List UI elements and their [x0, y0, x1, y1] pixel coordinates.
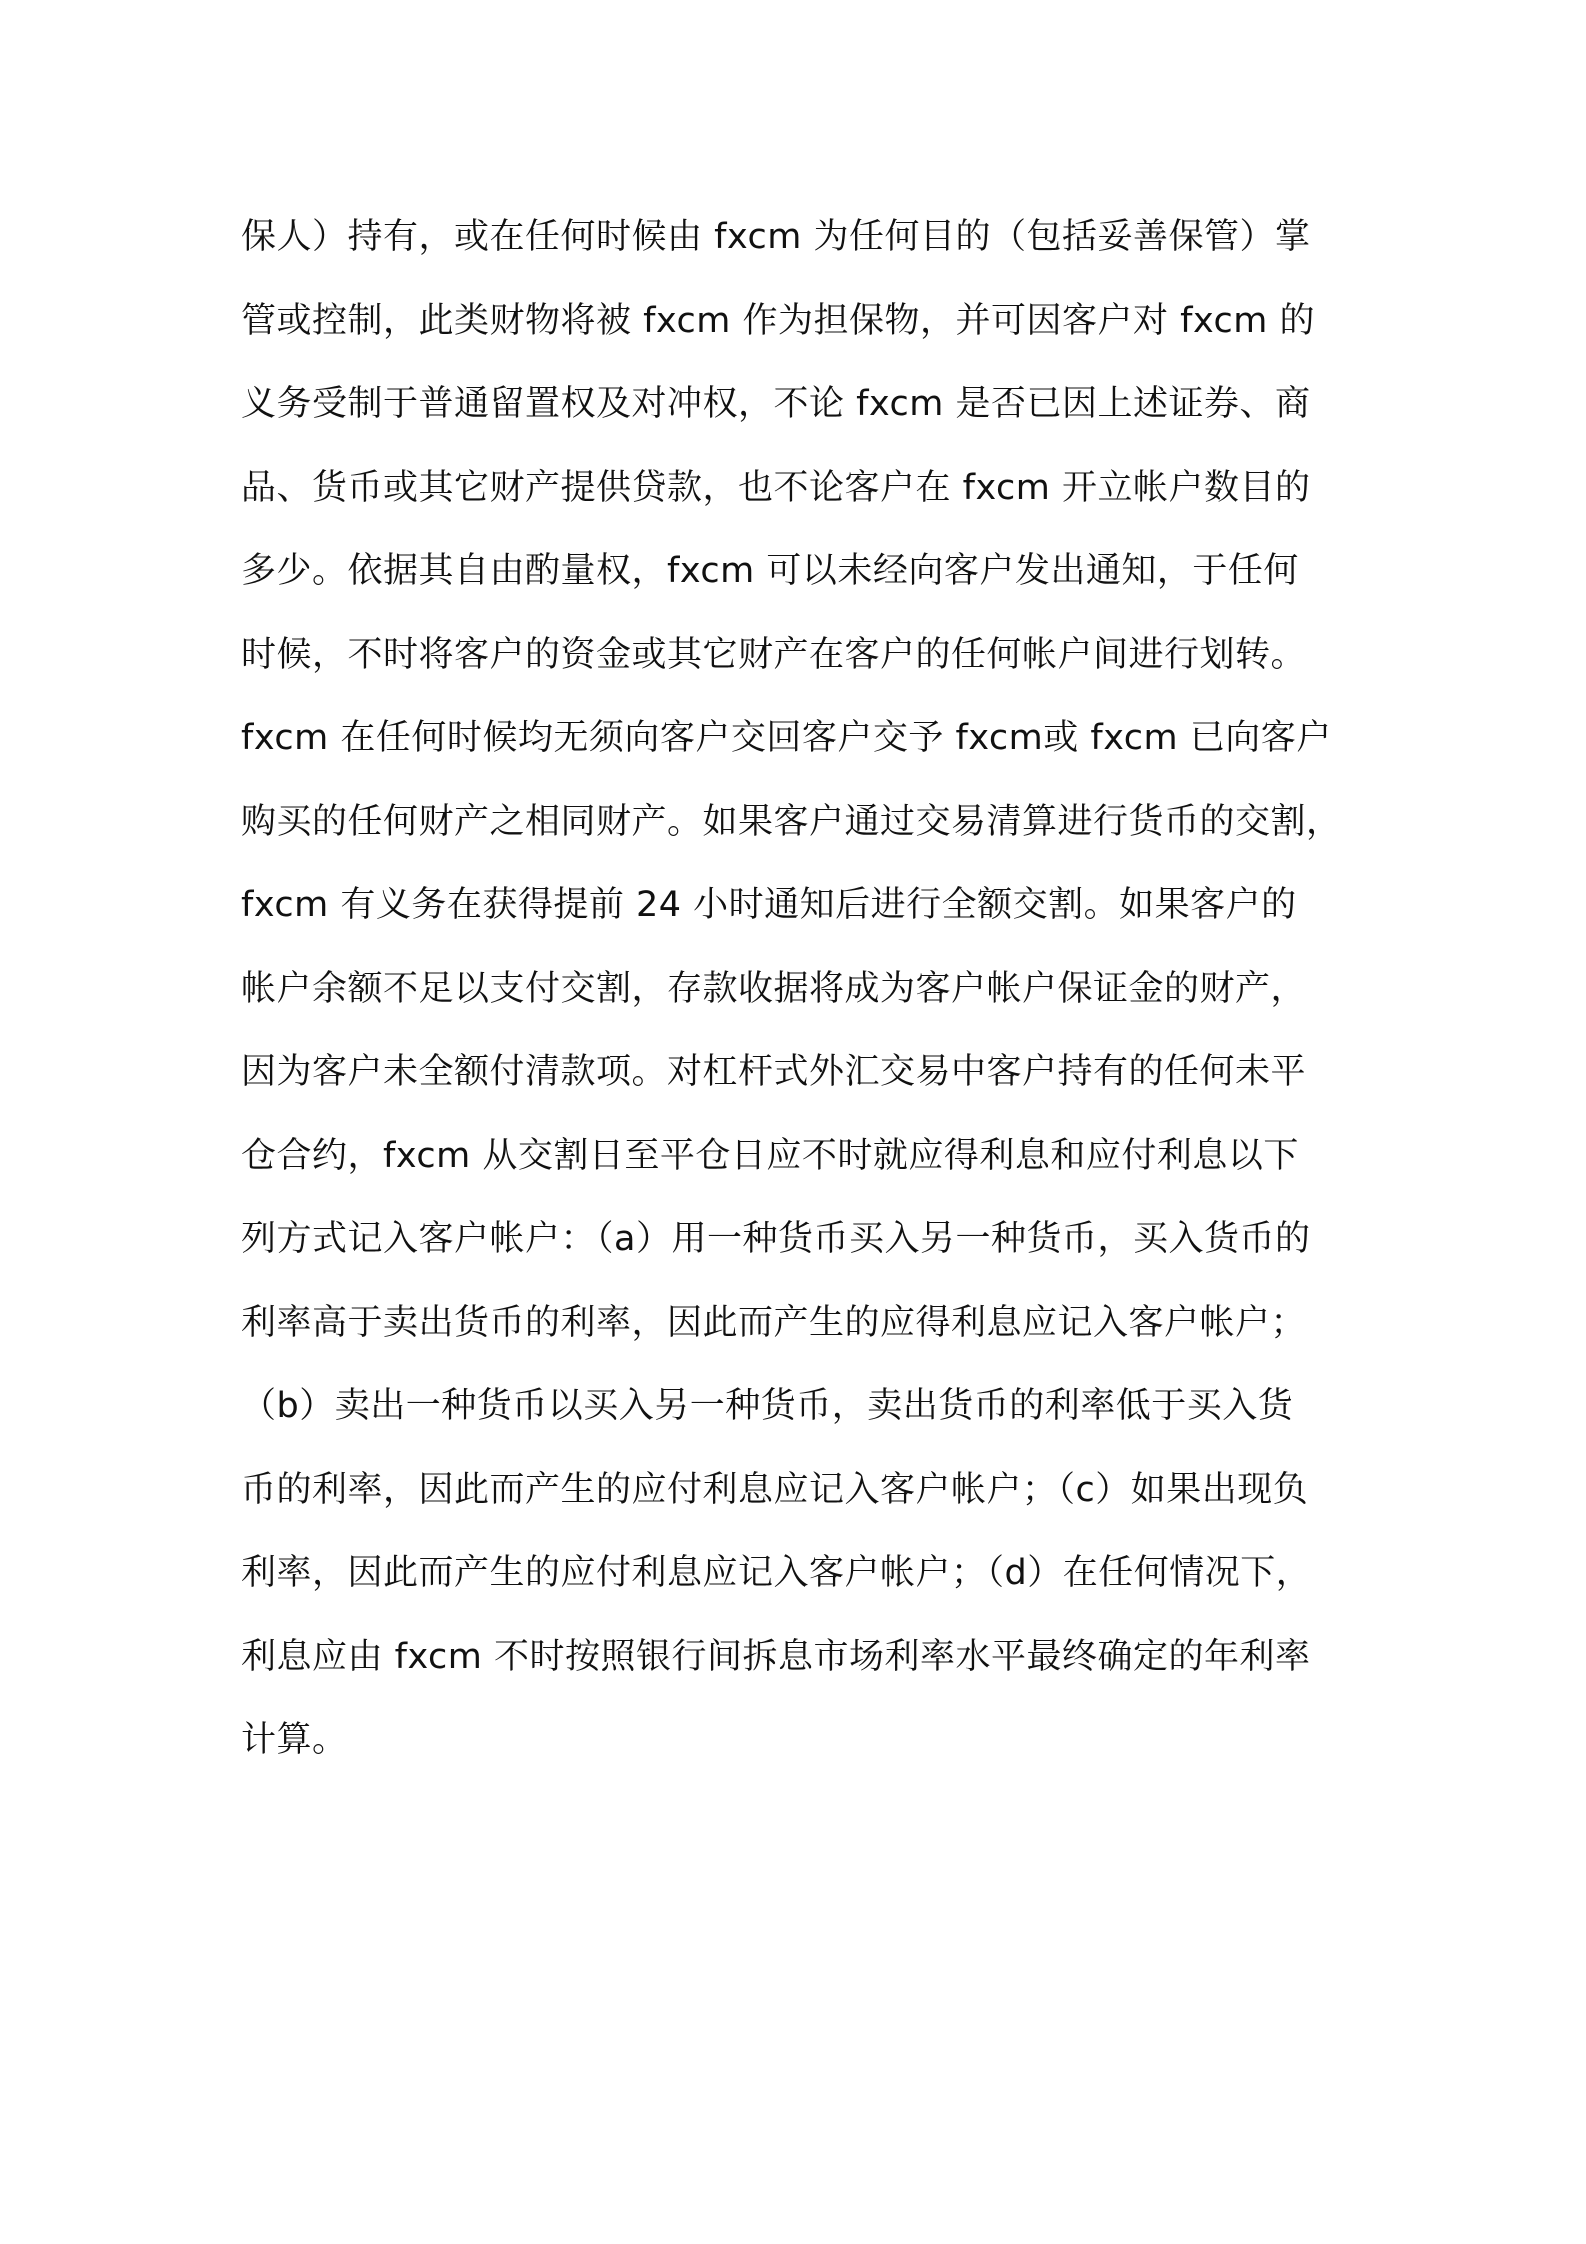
text-line-2: 管或控制，此类财物将被 fxcm 作为担保物，并可因客户对 fxcm 的 [241, 300, 1316, 341]
text-line-7: fxcm 在任何时候均无须向客户交回客户交予 fxcm或 fxcm 已向客户 [241, 718, 1332, 758]
text-line-9: fxcm 有义务在获得提前 24 小时通知后进行全额交割。如果客户的 [241, 885, 1297, 925]
text-line-8: 购买的任何财产之相同财产。如果客户通过交易清算进行货币的交割， [241, 801, 1342, 842]
text-line-4: 品、货币或其它财产提供贷款，也不论客户在 fxcm 开立帐户数目的 [241, 467, 1311, 508]
text-line-5: 多少。依据其自由酌量权，fxcm 可以未经向客户发出通知，于任何 [241, 551, 1299, 591]
text-line-13: 列方式记入客户帐户：（a）用一种货币买入另一种货币，买入货币的 [241, 1219, 1311, 1259]
text-line-12: 仓合约，fxcm 从交割日至平仓日应不时就应得利息和应付利息以下 [241, 1135, 1299, 1176]
body-paragraph [241, 196, 1361, 1783]
text-line-10: 帐户余额不足以支付交割，存款收据将成为客户帐户保证金的财产， [241, 968, 1307, 1009]
text-line-1: 保人）持有，或在任何时候由 fxcm 为任何目的（包括妥善保管）掌 [241, 217, 1311, 257]
text-line-14: 利率高于卖出货币的利率，因此而产生的应得利息应记入客户帐户； [241, 1302, 1307, 1343]
text-line-18: 利息应由 fxcm 不时按照银行间拆息市场利率水平最终确定的年利率 [241, 1636, 1311, 1677]
text-line-6: 时候，不时将客户的资金或其它财产在客户的任何帐户间进行划转。 [241, 634, 1307, 675]
text-line-16: 币的利率，因此而产生的应付利息应记入客户帐户；（c）如果出现负 [241, 1469, 1309, 1510]
text-line-15: （b）卖出一种货币以买入另一种货币，卖出货币的利率低于买入货 [241, 1386, 1294, 1426]
text-line-17: 利率，因此而产生的应付利息应记入客户帐户；（d）在任何情况下， [241, 1553, 1312, 1593]
text-line-11: 因为客户未全额付清款项。对杠杆式外汇交易中客户持有的任何未平 [241, 1052, 1307, 1092]
text-line-3: 义务受制于普通留置权及对冲权，不论 fxcm 是否已因上述证券、商 [241, 384, 1311, 424]
text-line-19: 计算。 [241, 1720, 348, 1760]
